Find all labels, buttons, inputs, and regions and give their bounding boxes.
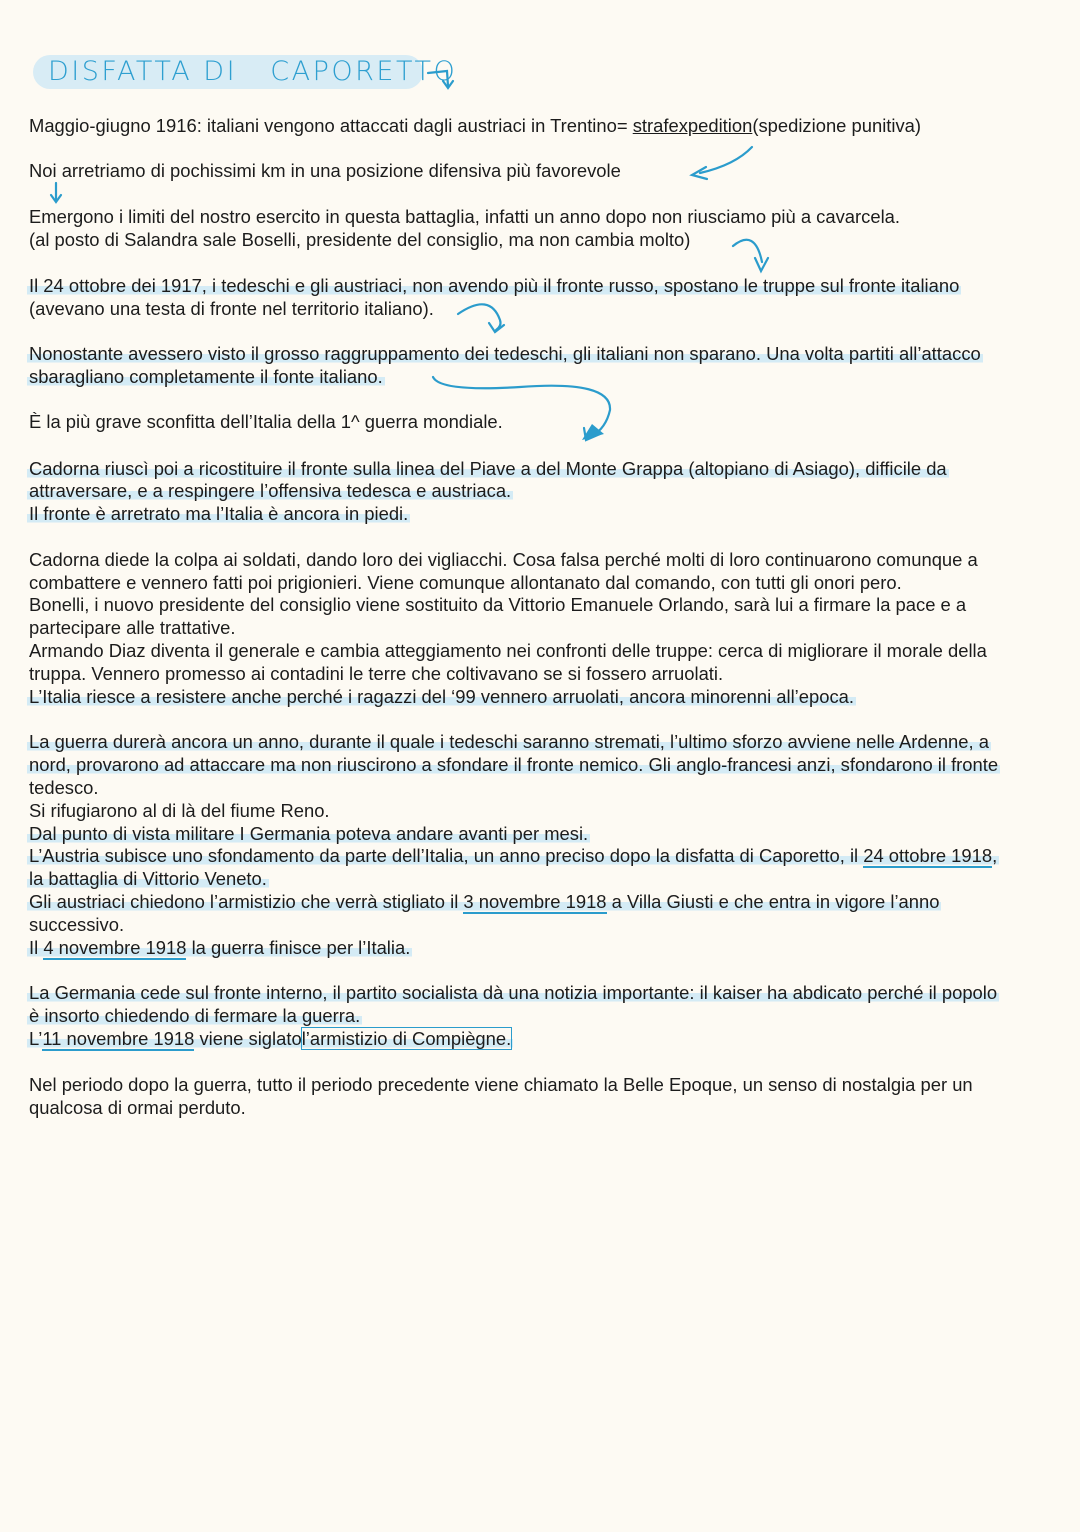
text-line: Il 4 novembre 1918 la guerra finisce per l’Italia. [29,937,411,958]
text-line: combattere e vennero fatti poi prigionieri. Viene comunque allontanato dal comando, con tutti gli onori pero. [29,572,902,593]
text-line: successivo. [29,914,125,935]
text-line: Noi arretriamo di pochissimi km in una posizione difensiva più favorevole [29,160,621,181]
text-line: Il fronte è arretrato ma l’Italia è ancora in piedi. [29,503,409,524]
curved-arrow-icon [733,240,762,262]
text-line: La Germania cede sul fronte interno, il partito socialista dà una notizia importante: il kaiser ha abdicato perché il popolo [29,982,998,1003]
boxed-term: l’armistizio di Compiègne. [301,1028,512,1049]
text-line: qualcosa di ormai perduto. [29,1097,246,1118]
text-line: partecipare alle trattative. [29,617,236,638]
text-line: L’Austria subisce uno sfondamento da parte dell’Italia, un anno preciso dopo la disfatta di Caporetto, il 24 ottobre 1918, [29,845,998,866]
arrowhead-icon [692,167,707,179]
text-line: Nonostante avessero visto il grosso raggruppamento dei tedeschi, gli italiani non sparano. Una volta partiti all’attacco [29,343,981,364]
text-line: Bonelli, i nuovo presidente del consiglio viene sostituito da Vittorio Emanuele Orlando, sarà lui a firmare la pace e a [29,594,967,615]
date-underlined: 11 novembre 1918 [42,1028,195,1049]
text-line: Emergono i limiti del nostro esercito in questa battaglia, infatti un anno dopo non riusciamo più a cavarcela. [29,206,900,227]
date-underlined: 24 ottobre 1918 [863,845,993,866]
text-line: Maggio-giugno 1916: italiani vengono attaccati dagli austriaci in Trentino= strafexpedition(spedizione punitiva) [29,115,922,136]
text-line: Dal punto di vista militare I Germania poteva andare avanti per mesi. [29,823,589,844]
text-line: tedesco. [29,777,99,798]
arrowhead-icon [755,258,768,271]
arrowhead-icon [51,195,61,202]
text-line: (avevano una testa di fronte nel territorio italiano). [29,298,434,319]
text-line: Gli austriaci chiedono l’armistizio che verrà stigliato il 3 novembre 1918 a Villa Giusti e che entra in vigore l’anno [29,891,940,912]
text-line: Cadorna riuscì poi a ricostituire il fronte sulla linea del Piave a del Monte Grappa (altopiano di Asiago), difficile da [29,458,947,479]
arrowhead-icon [584,428,600,440]
curved-arrow-icon [700,147,752,173]
text-line: L’11 novembre 1918 viene siglatol’armistizio di Compiègne. [29,1028,512,1049]
text-line: Il 24 ottobre dei 1917, i tedeschi e gli austriaci, non avendo più il fronte russo, spostano le truppe sul fronte italiano [29,275,960,296]
date-underlined: 4 novembre 1918 [43,937,187,958]
arrowhead-icon [489,323,504,332]
text-line: è insorto chiedendo di fermare la guerra. [29,1005,361,1026]
text-line: (al posto di Salandra sale Boselli, presidente del consiglio, ma non cambia molto) [29,229,691,250]
underlined-term: strafexpedition [632,115,753,136]
curved-arrow-icon [458,304,501,330]
arrowhead-fill-icon [582,424,604,440]
text-line: truppa. Vennero promesso ai contadini le terre che coltivavano se si fossero arruolati. [29,663,724,684]
text-line: attraversare, e a respingere l’offensiva tedesca e austriaca. [29,480,512,501]
text-line: sbaragliano completamente il fonte italiano. [29,366,383,387]
text-line: Si rifugiarono al di là del fiume Reno. [29,800,330,821]
text-line: L’Italia riesce a resistere anche perché i ragazzi del ‘99 vennero arruolati, ancora minorenni all’epoca. [29,686,854,707]
text-line: la battaglia di Vittorio Veneto. [29,868,267,889]
text-line: È la più grave sconfitta dell’Italia della 1^ guerra mondiale. [29,411,503,432]
text-line: La guerra durerà ancora un anno, durante il quale i tedeschi saranno stremati, l’ultimo sforzo avviene nelle Ardenne, a [29,731,989,752]
text-line: nord, provarono ad attaccare ma non riuscirono a sfondare il fronte nemico. Gli anglo-francesi anzi, sfondarono il fronte [29,754,999,775]
text-line: Armando Diaz diventa il generale e cambia atteggiamento nei confronti delle truppe: cerca di migliorare il morale della [29,640,987,661]
page-title: DISFATTA DI CAPORETTO [48,56,458,87]
date-underlined: 3 novembre 1918 [463,891,607,912]
text-line: Nel periodo dopo la guerra, tutto il periodo precedente viene chiamato la Belle Epoque, un senso di nostalgia per un [29,1074,973,1095]
text-line: Cadorna diede la colpa ai soldati, dando loro dei vigliacchi. Cosa falsa perché molti di loro continuarono comunque a [29,549,978,570]
